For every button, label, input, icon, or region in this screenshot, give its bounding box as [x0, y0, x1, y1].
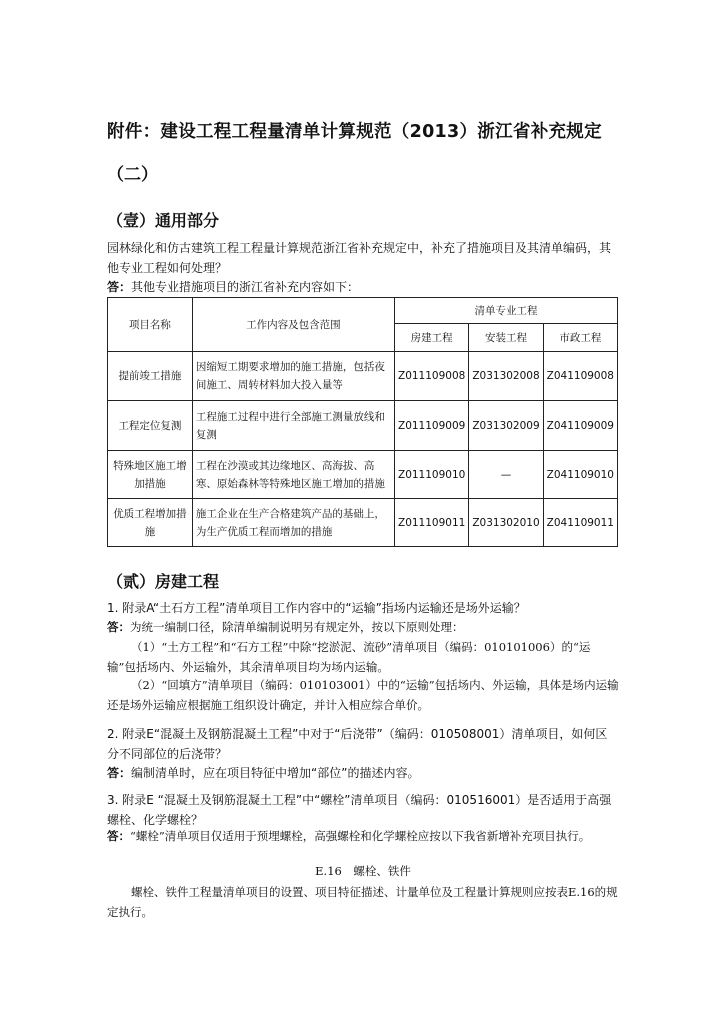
- row-name: 工程定位复测: [108, 401, 193, 451]
- row-code: Z031302010: [469, 499, 543, 547]
- table-subheader: 房建工程: [395, 324, 469, 352]
- question-2: 2. 附录E“混凝土及钢筋混凝土工程”中对于“后浇带”（编码：010508001）清单项目，如何区分不同部位的后浇带？: [107, 727, 608, 761]
- answer-1: [107, 617, 619, 637]
- row-code: Z041109008: [543, 352, 617, 401]
- answer-text: 其他专业措施项目的浙江省补充内容如下：: [131, 280, 360, 294]
- document-subtitle: （二）: [107, 165, 158, 185]
- row-code: —: [469, 451, 543, 499]
- answer-label: 答：: [107, 620, 130, 634]
- question-3: 3. 附录E “混凝土及钢筋混凝土工程”中“螺栓”清单项目（编码：010516001）是否适用于高强螺栓、化学螺栓？: [107, 793, 612, 827]
- row-content: 工程施工过程中进行全部施工测量放线和复测: [192, 401, 394, 451]
- table-header-name: 项目名称: [108, 298, 193, 352]
- closing-paragraph: 螺栓、铁件工程量清单项目的设置、项目特征描述、计量单位及工程量计算规则应按表E.16的规定执行。: [107, 885, 618, 919]
- answer-label: 答：: [107, 280, 132, 294]
- row-code: Z041109010: [543, 451, 617, 499]
- row-name: 优质工程增加措施: [108, 499, 193, 547]
- row-code: Z041109011: [543, 499, 617, 547]
- measures-table: [107, 297, 618, 547]
- table-caption: E.16 螺栓、铁件: [315, 864, 411, 878]
- table-row: [108, 451, 618, 499]
- table-row: [108, 499, 618, 547]
- table-header-group: 清单专业工程: [395, 298, 618, 324]
- table-row: [108, 401, 618, 451]
- row-content: 工程在沙漠或其边缘地区、高海拔、高寒、原始森林等特殊地区施工增加的措施: [192, 451, 394, 499]
- table-subheader: 市政工程: [543, 324, 617, 352]
- table-header-content: 工作内容及包含范围: [192, 298, 394, 352]
- section-heading-building: （贰）房建工程: [107, 572, 220, 591]
- question-1: 1. 附录A“土石方工程”清单项目工作内容中的“运输”指场内运输还是场外运输？: [107, 601, 526, 615]
- answer-3: [107, 826, 619, 846]
- question-general: 园林绿化和仿古建筑工程工程量计算规范浙江省补充规定中，补充了措施项目及其清单编码，其他专业工程如何处理？: [107, 241, 612, 275]
- answer-general: [107, 277, 619, 297]
- answer-text: 为统一编制口径，除清单编制说明另有规定外，按以下原则处理：: [130, 620, 464, 634]
- section-heading-general: （壹）通用部分: [107, 211, 220, 230]
- document-title: 附件：建设工程工程量清单计算规范（2013）浙江省补充规定: [107, 122, 602, 142]
- row-code: Z011109008: [395, 352, 469, 401]
- table-subheader: 安装工程: [469, 324, 543, 352]
- answer-label: 答：: [107, 766, 132, 780]
- answer-text: “螺栓”清单项目仅适用于预埋螺栓，高强螺栓和化学螺栓应按以下我省新增补充项目执行。: [130, 829, 591, 843]
- row-content: 因缩短工期要求增加的施工措施，包括夜间施工、周转材料加大投入量等: [192, 352, 394, 401]
- answer-text: 编制清单时，应在项目特征中增加“部位”的描述内容。: [131, 766, 420, 780]
- row-code: Z011109010: [395, 451, 469, 499]
- answer-label: 答：: [107, 829, 130, 843]
- row-name: 特殊地区施工增加措施: [108, 451, 193, 499]
- row-code: Z041109009: [543, 401, 617, 451]
- row-content: 施工企业在生产合格建筑产品的基础上，为生产优质工程而增加的措施: [192, 499, 394, 547]
- row-code: Z011109011: [395, 499, 469, 547]
- table-row: [108, 352, 618, 401]
- answer-2: [107, 763, 619, 783]
- row-code: Z031302008: [469, 352, 543, 401]
- answer-1-point-2: （2）“回填方”清单项目（编码：010103001）中的“运输”包括场内、外运输，具体是场内运输还是场外运输应根据施工组织设计确定，并计入相应综合单价。: [107, 678, 619, 712]
- row-code: Z011109009: [395, 401, 469, 451]
- row-code: Z031302009: [469, 401, 543, 451]
- answer-1-point-1: （1）“土方工程”和“石方工程”中除“挖淤泥、流砂”清单项目（编码：010101006）的“运输”包括场内、外运输外，其余清单项目均为场内运输。: [107, 640, 591, 674]
- row-name: 提前竣工措施: [108, 352, 193, 401]
